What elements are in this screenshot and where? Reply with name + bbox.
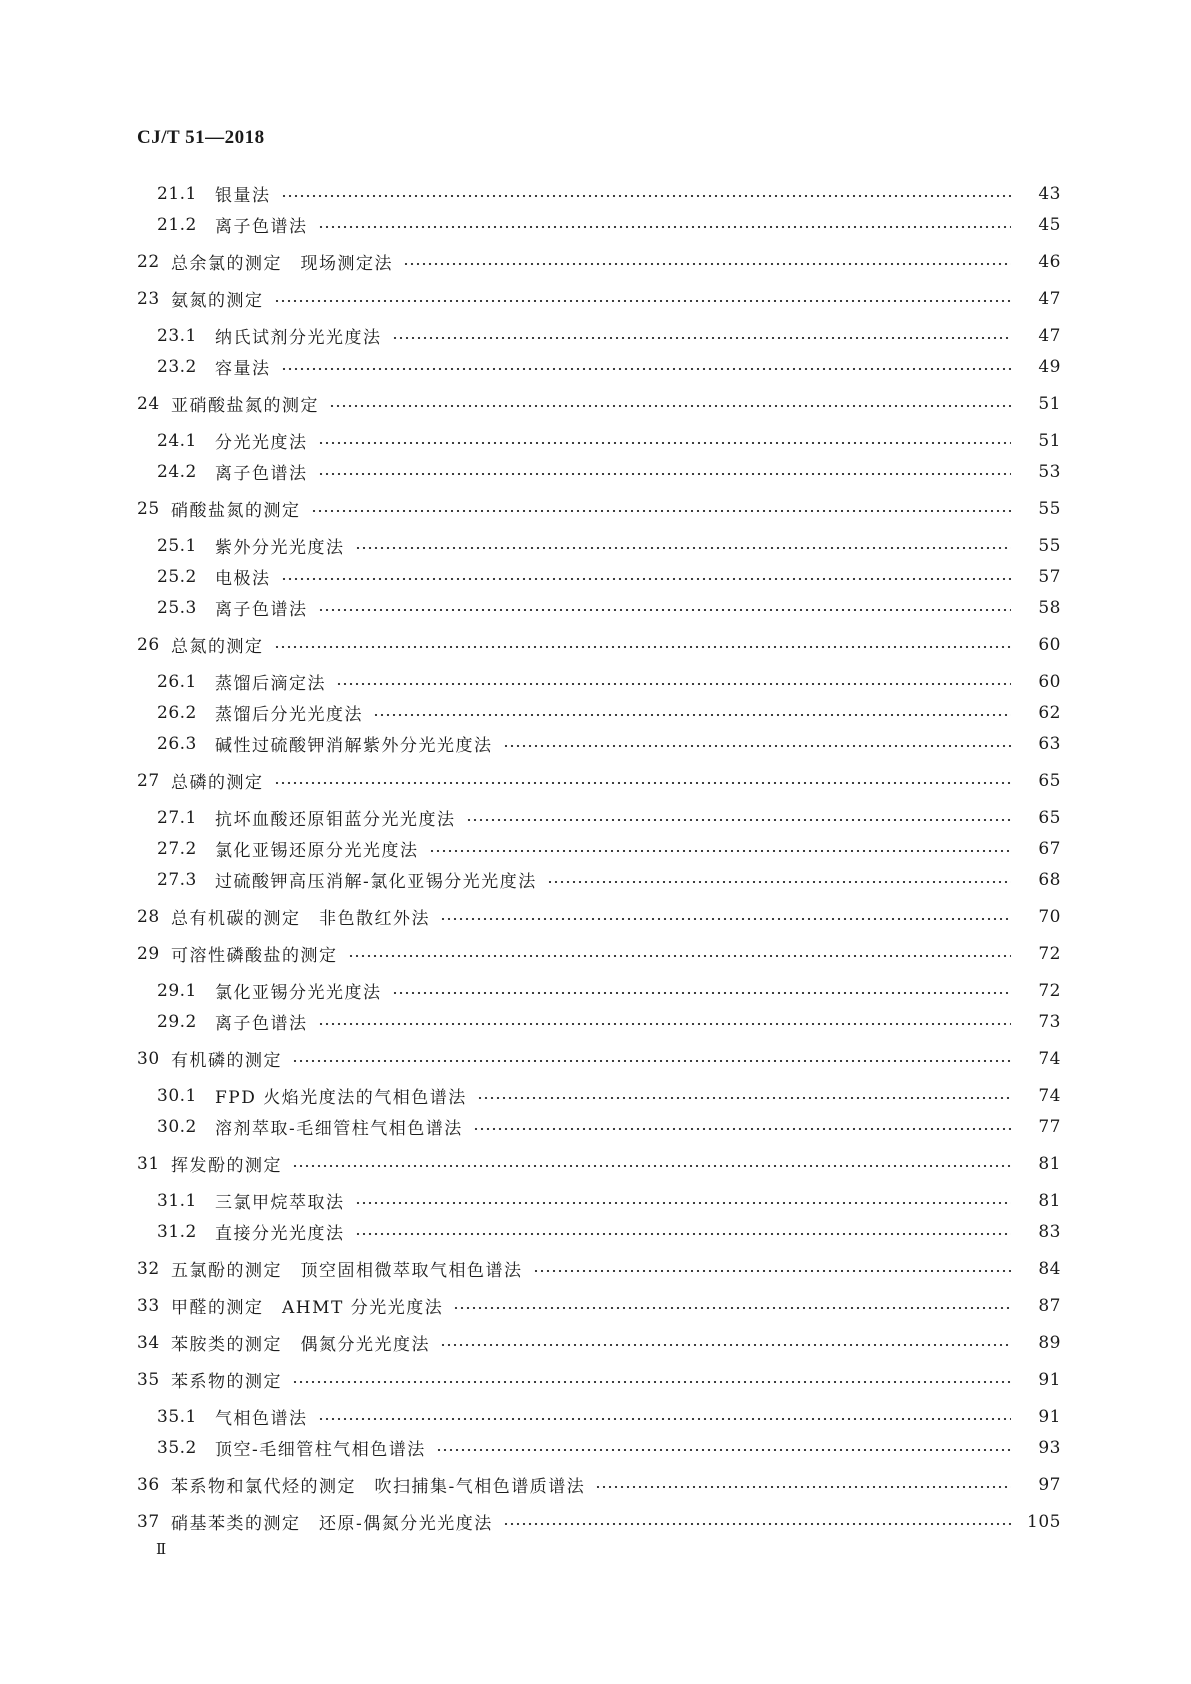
toc-page-number: 77 — [1038, 1116, 1061, 1137]
toc-chapter-row[interactable] — [0, 765, 1191, 796]
toc-page-number: 91 — [1038, 1406, 1061, 1427]
toc-section-row[interactable] — [0, 728, 1191, 759]
toc-entry-title: 苯胺类的测定 偶氮分光光度法 — [171, 1335, 430, 1355]
toc-entry-number: 23 — [137, 288, 160, 309]
toc-section-row[interactable] — [0, 209, 1191, 240]
toc-entry-number: 24 — [137, 393, 160, 414]
document-code-header: CJ/T 51—2018 — [137, 127, 265, 148]
toc-dot-leader — [318, 1418, 1012, 1420]
toc-page-number: 55 — [1038, 498, 1061, 519]
toc-page-number: 58 — [1038, 597, 1061, 618]
toc-page-number: 91 — [1038, 1369, 1061, 1390]
toc-section-row[interactable] — [0, 1185, 1191, 1216]
toc-entry-title: 总磷的测定 — [171, 773, 264, 793]
toc-entry-number: 26.2 — [157, 702, 197, 723]
toc-dot-leader — [440, 918, 1011, 920]
toc-section-row[interactable] — [0, 1432, 1191, 1463]
toc-dot-leader — [336, 683, 1011, 685]
toc-entry-number: 27 — [137, 770, 160, 791]
toc-entry-title: 硝酸盐氮的测定 — [171, 501, 301, 521]
toc-dot-leader — [477, 1097, 1011, 1099]
toc-entry-number: 35.1 — [157, 1406, 197, 1427]
toc-entry-title: 气相色谱法 — [215, 1409, 308, 1429]
toc-entry-number: 22 — [137, 251, 160, 272]
toc-entry-number: 21.2 — [157, 214, 197, 235]
toc-section-row[interactable] — [0, 1111, 1191, 1142]
toc-page-number: 70 — [1038, 906, 1061, 927]
toc-entry-title: 硝基苯类的测定 还原-偶氮分光光度法 — [171, 1514, 493, 1534]
toc-dot-leader — [403, 263, 1011, 265]
toc-entry-title: 紫外分光光度法 — [215, 538, 345, 558]
toc-entry-number: 30.1 — [157, 1085, 197, 1106]
toc-dot-leader — [318, 473, 1012, 475]
toc-page-number: 51 — [1038, 430, 1061, 451]
toc-entry-title: 氯化亚锡还原分光光度法 — [215, 841, 419, 861]
toc-chapter-row[interactable] — [0, 283, 1191, 314]
toc-dot-leader — [281, 195, 1012, 197]
toc-entry-title: FPD 火焰光度法的气相色谱法 — [215, 1088, 467, 1108]
toc-page-number: 74 — [1038, 1085, 1061, 1106]
toc-section-row[interactable] — [0, 456, 1191, 487]
toc-entry-number: 31.2 — [157, 1221, 197, 1242]
toc-dot-leader — [318, 609, 1012, 611]
toc-page-number: 60 — [1038, 671, 1061, 692]
toc-dot-leader — [281, 368, 1012, 370]
toc-entry-title: 蒸馏后分光光度法 — [215, 705, 363, 725]
toc-dot-leader — [292, 1381, 1011, 1383]
toc-entry-title: 电极法 — [215, 569, 271, 589]
toc-entry-title: 纳氏试剂分光光度法 — [215, 328, 382, 348]
toc-entry-number: 23.1 — [157, 325, 197, 346]
toc-entry-number: 29.1 — [157, 980, 197, 1001]
toc-entry-number: 28 — [137, 906, 160, 927]
toc-entry-number: 36 — [137, 1474, 160, 1495]
toc-page-number: 73 — [1038, 1011, 1061, 1032]
toc-entry-title: 抗坏血酸还原钼蓝分光光度法 — [215, 810, 456, 830]
toc-dot-leader — [292, 1060, 1011, 1062]
toc-entry-title: 溶剂萃取-毛细管柱气相色谱法 — [215, 1119, 463, 1139]
toc-dot-leader — [311, 510, 1012, 512]
toc-entry-number: 27.1 — [157, 807, 197, 828]
toc-dot-leader — [348, 955, 1012, 957]
toc-page-number: 53 — [1038, 461, 1061, 482]
toc-section-row[interactable] — [0, 833, 1191, 864]
toc-entry-title: 可溶性磷酸盐的测定 — [171, 946, 338, 966]
toc-entry-number: 26.3 — [157, 733, 197, 754]
toc-entry-number: 23.2 — [157, 356, 197, 377]
toc-page-number: 65 — [1038, 807, 1061, 828]
toc-dot-leader — [355, 1233, 1012, 1235]
toc-section-row[interactable] — [0, 425, 1191, 456]
toc-chapter-row[interactable] — [0, 938, 1191, 969]
toc-section-row[interactable] — [0, 697, 1191, 728]
toc-entry-title: 总有机碳的测定 非色散红外法 — [171, 909, 430, 929]
toc-entry-title: 离子色谱法 — [215, 600, 308, 620]
toc-page-number: 47 — [1038, 325, 1061, 346]
toc-entry-number: 37 — [137, 1511, 160, 1532]
toc-entry-number: 25.1 — [157, 535, 197, 556]
toc-page-number: 63 — [1038, 733, 1061, 754]
toc-entry-title: 总余氯的测定 现场测定法 — [171, 254, 393, 274]
toc-dot-leader — [547, 881, 1011, 883]
toc-chapter-row[interactable] — [0, 1253, 1191, 1284]
toc-dot-leader — [292, 1165, 1011, 1167]
toc-section-row[interactable] — [0, 1216, 1191, 1247]
toc-page-number: 81 — [1038, 1190, 1061, 1211]
toc-dot-leader — [392, 992, 1012, 994]
toc-entry-title: 苯系物的测定 — [171, 1372, 282, 1392]
toc-section-row[interactable] — [0, 1080, 1191, 1111]
toc-page-number: 72 — [1038, 943, 1061, 964]
toc-chapter-row[interactable] — [0, 629, 1191, 660]
toc-entry-title: 甲醛的测定 AHMT 分光光度法 — [171, 1298, 444, 1318]
toc-entry-number: 35.2 — [157, 1437, 197, 1458]
toc-chapter-row[interactable] — [0, 901, 1191, 932]
toc-entry-title: 苯系物和氯代烃的测定 吹扫捕集-气相色谱质谱法 — [171, 1477, 586, 1497]
page-folio: Ⅱ — [156, 1542, 167, 1558]
toc-entry-title: 直接分光光度法 — [215, 1224, 345, 1244]
toc-chapter-row[interactable] — [0, 1290, 1191, 1321]
toc-entry-number: 26.1 — [157, 671, 197, 692]
toc-dot-leader — [318, 226, 1012, 228]
toc-page-number: 74 — [1038, 1048, 1061, 1069]
toc-page-number: 93 — [1038, 1437, 1061, 1458]
toc-page-number: 97 — [1038, 1474, 1061, 1495]
toc-page-number: 105 — [1027, 1511, 1061, 1532]
toc-entry-title: 氯化亚锡分光光度法 — [215, 983, 382, 1003]
toc-dot-leader — [503, 745, 1012, 747]
toc-page-number: 51 — [1038, 393, 1061, 414]
toc-entry-number: 25 — [137, 498, 160, 519]
toc-dot-leader — [436, 1449, 1011, 1451]
toc-entry-title: 总氮的测定 — [171, 637, 264, 657]
toc-chapter-row[interactable] — [0, 1327, 1191, 1358]
toc-page-number: 72 — [1038, 980, 1061, 1001]
toc-entry-title: 银量法 — [215, 186, 271, 206]
toc-chapter-row[interactable] — [0, 493, 1191, 524]
toc-dot-leader — [392, 337, 1012, 339]
toc-page-number: 45 — [1038, 214, 1061, 235]
toc-page-number: 43 — [1038, 183, 1061, 204]
toc-entry-title: 容量法 — [215, 359, 271, 379]
toc-dot-leader — [466, 819, 1012, 821]
toc-dot-leader — [373, 714, 1011, 716]
toc-page-number: 65 — [1038, 770, 1061, 791]
toc-dot-leader — [503, 1523, 1011, 1525]
toc-dot-leader — [274, 646, 1012, 648]
toc-section-row[interactable] — [0, 1401, 1191, 1432]
toc-entry-number: 24.2 — [157, 461, 197, 482]
table-of-contents — [0, 178, 1191, 1537]
toc-entry-number: 35 — [137, 1369, 160, 1390]
toc-entry-title: 亚硝酸盐氮的测定 — [171, 396, 319, 416]
toc-section-row[interactable] — [0, 802, 1191, 833]
toc-entry-number: 31 — [137, 1153, 160, 1174]
toc-dot-leader — [274, 782, 1012, 784]
toc-dot-leader — [318, 1023, 1012, 1025]
toc-page-number: 81 — [1038, 1153, 1061, 1174]
toc-entry-number: 21.1 — [157, 183, 197, 204]
toc-page-number: 55 — [1038, 535, 1061, 556]
toc-entry-title: 挥发酚的测定 — [171, 1156, 282, 1176]
toc-page-number: 62 — [1038, 702, 1061, 723]
toc-entry-title: 碱性过硫酸钾消解紫外分光光度法 — [215, 736, 493, 756]
toc-entry-number: 34 — [137, 1332, 160, 1353]
toc-entry-number: 33 — [137, 1295, 160, 1316]
toc-entry-title: 氨氮的测定 — [171, 291, 264, 311]
toc-entry-title: 三氯甲烷萃取法 — [215, 1193, 345, 1213]
toc-page-number: 49 — [1038, 356, 1061, 377]
toc-entry-number: 30.2 — [157, 1116, 197, 1137]
toc-dot-leader — [355, 1202, 1012, 1204]
toc-entry-number: 29 — [137, 943, 160, 964]
toc-section-row[interactable] — [0, 530, 1191, 561]
toc-dot-leader — [533, 1270, 1012, 1272]
toc-chapter-row[interactable] — [0, 1043, 1191, 1074]
toc-section-row[interactable] — [0, 975, 1191, 1006]
toc-entry-number: 26 — [137, 634, 160, 655]
toc-chapter-row[interactable] — [0, 388, 1191, 419]
toc-chapter-row[interactable] — [0, 1148, 1191, 1179]
toc-entry-title: 离子色谱法 — [215, 464, 308, 484]
toc-section-row[interactable] — [0, 178, 1191, 209]
toc-entry-number: 27.2 — [157, 838, 197, 859]
toc-dot-leader — [453, 1307, 1011, 1309]
toc-entry-number: 29.2 — [157, 1011, 197, 1032]
toc-entry-number: 27.3 — [157, 869, 197, 890]
toc-dot-leader — [355, 547, 1012, 549]
toc-dot-leader — [318, 442, 1012, 444]
toc-section-row[interactable] — [0, 351, 1191, 382]
toc-chapter-row[interactable] — [0, 1364, 1191, 1395]
toc-dot-leader — [595, 1486, 1011, 1488]
toc-entry-title: 离子色谱法 — [215, 1014, 308, 1034]
toc-dot-leader — [329, 405, 1011, 407]
toc-dot-leader — [473, 1128, 1011, 1130]
toc-entry-title: 离子色谱法 — [215, 217, 308, 237]
toc-dot-leader — [274, 300, 1012, 302]
toc-entry-number: 31.1 — [157, 1190, 197, 1211]
toc-section-row[interactable] — [0, 320, 1191, 351]
toc-entry-number: 24.1 — [157, 430, 197, 451]
toc-entry-title: 分光光度法 — [215, 433, 308, 453]
toc-page-number: 60 — [1038, 634, 1061, 655]
toc-chapter-row[interactable] — [0, 246, 1191, 277]
toc-entry-title: 五氯酚的测定 顶空固相微萃取气相色谱法 — [171, 1261, 523, 1281]
toc-entry-number: 30 — [137, 1048, 160, 1069]
toc-entry-number: 32 — [137, 1258, 160, 1279]
toc-section-row[interactable] — [0, 1006, 1191, 1037]
toc-page-number: 84 — [1038, 1258, 1061, 1279]
toc-page-number: 68 — [1038, 869, 1061, 890]
toc-entry-number: 25.3 — [157, 597, 197, 618]
toc-section-row[interactable] — [0, 864, 1191, 895]
toc-section-row[interactable] — [0, 666, 1191, 697]
toc-dot-leader — [429, 850, 1012, 852]
toc-page-number: 67 — [1038, 838, 1061, 859]
toc-section-row[interactable] — [0, 561, 1191, 592]
toc-page-number: 47 — [1038, 288, 1061, 309]
toc-page-number: 46 — [1038, 251, 1061, 272]
toc-chapter-row[interactable] — [0, 1469, 1191, 1500]
toc-entry-title: 有机磷的测定 — [171, 1051, 282, 1071]
toc-entry-title: 顶空-毛细管柱气相色谱法 — [215, 1440, 426, 1460]
toc-page-number: 57 — [1038, 566, 1061, 587]
toc-dot-leader — [281, 578, 1012, 580]
toc-section-row[interactable] — [0, 592, 1191, 623]
toc-page-number: 87 — [1038, 1295, 1061, 1316]
toc-entry-number: 25.2 — [157, 566, 197, 587]
toc-page-number: 83 — [1038, 1221, 1061, 1242]
toc-chapter-row[interactable] — [0, 1506, 1191, 1537]
toc-page-number: 89 — [1038, 1332, 1061, 1353]
toc-dot-leader — [440, 1344, 1011, 1346]
toc-entry-title: 过硫酸钾高压消解-氯化亚锡分光光度法 — [215, 872, 537, 892]
toc-entry-title: 蒸馏后滴定法 — [215, 674, 326, 694]
